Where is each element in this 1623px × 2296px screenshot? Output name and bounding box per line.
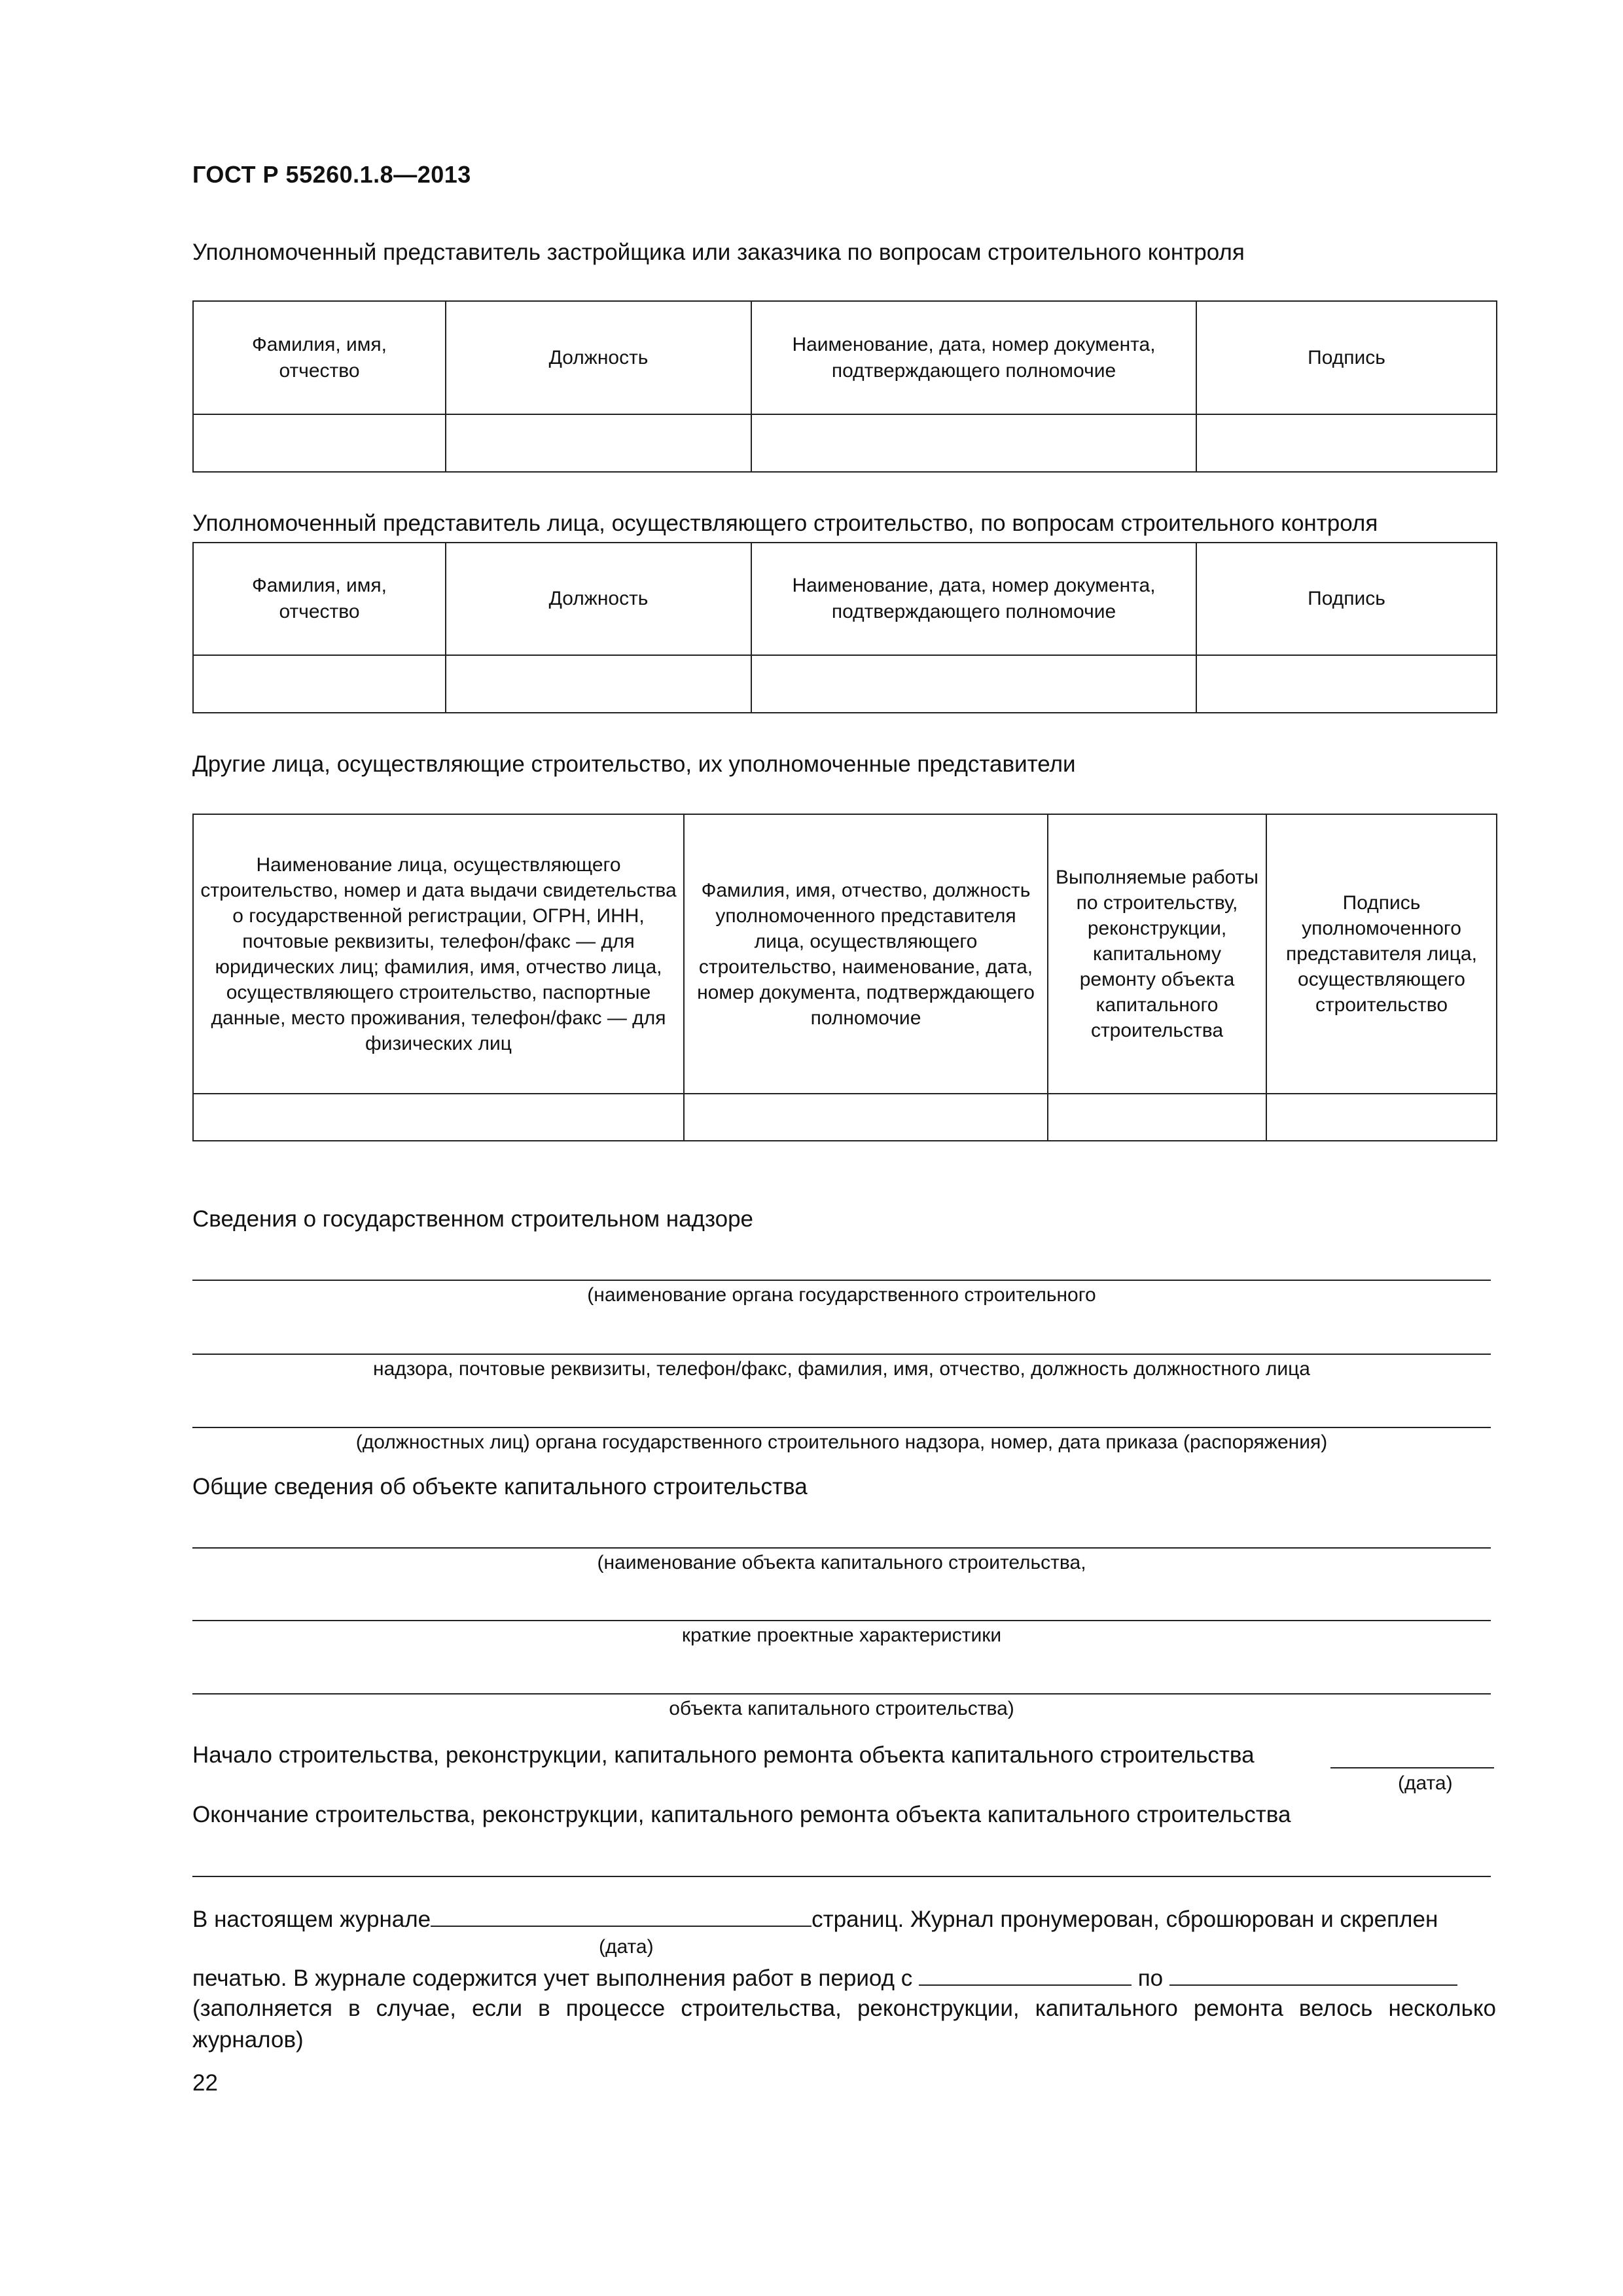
pages-count-field[interactable] [431,1905,812,1927]
header-cell-fio: Фамилия, имя, отчество [193,301,446,414]
end-date-field[interactable] [192,1876,1491,1877]
header-cell-signature: Подпись [1196,301,1497,414]
header-cell-position: Должность [446,543,751,655]
input-cell-rep-info[interactable] [684,1094,1048,1141]
page-number: 22 [192,2070,218,2096]
section-title-other-builders: Другие лица, осуществляющие строительство, их уполномоченные представители [192,751,1076,777]
journal-text-3: печатью. В журнале содержится учет выполнения работ в период с [192,1965,913,1991]
header-cell-signature: Подпись уполномоченного представителя лица, осуществляющего строительство [1266,814,1497,1094]
period-from-field[interactable] [919,1964,1132,1986]
header-cell-builder-info: Наименование лица, осуществляющего строительство, номер и дата выдачи свидетельства о государственной регистрации, ОГРН, ИНН, почтовые реквизиты, телефон/факс — для юридических лиц; фамилия, имя, отчество лица, осуществляющего строительство, паспортные данные, место проживания, телефон/факс — для физических лиц [193,814,684,1094]
journal-line-1 [192,1905,1438,1933]
header-cell-fio: Фамилия, имя, отчество [193,543,446,655]
input-cell-signature[interactable] [1196,655,1497,713]
start-date-caption: (дата) [1398,1772,1453,1794]
input-cell-document[interactable] [751,655,1196,713]
start-date-field[interactable] [1330,1767,1494,1768]
input-cell-signature[interactable] [1266,1094,1497,1141]
header-cell-signature: Подпись [1196,543,1497,655]
header-cell-document: Наименование, дата, номер документа, подтверждающего полномочие [751,301,1196,414]
supervision-caption-1: (наименование органа государственного строительного [587,1284,1096,1306]
journal-text-2: страниц. Журнал пронумерован, сброшюрован и скреплен [812,1907,1438,1932]
input-cell-works[interactable] [1048,1094,1266,1141]
object-caption-1: (наименование объекта капитального строительства, [597,1552,1086,1573]
journal-note: (заполняется в случае, если в процессе строительства, реконструкции, капитального ремонта велось несколько журналов) [192,1996,1496,2053]
input-cell-signature[interactable] [1196,414,1497,472]
section-title-builder-rep: Уполномоченный представитель лица, осуществляющего строительство, по вопросам строительного контроля [192,511,1378,536]
input-cell-builder-info[interactable] [193,1094,684,1141]
supervision-fill-line-3[interactable] [192,1427,1491,1428]
supervision-caption-3: (должностных лиц) органа государственного строительного надзора, номер, дата приказа (распоряжения) [355,1431,1328,1453]
section-title-object: Общие сведения об объекте капитального строительства [192,1474,808,1499]
journal-text-4: по [1137,1965,1164,1991]
object-caption-3: объекта капитального строительства) [669,1698,1014,1719]
header-cell-works: Выполняемые работы по строительству, реконструкции, капитальному ремонту объекта капитального строительства [1048,814,1266,1094]
document-header: ГОСТ Р 55260.1.8—2013 [192,161,471,188]
period-to-field[interactable] [1169,1964,1457,1986]
header-cell-document: Наименование, дата, номер документа, подтверждающего полномочие [751,543,1196,655]
journal-line-2 [192,1964,1457,1992]
object-caption-2: краткие проектные характеристики [681,1624,1002,1646]
journal-text-1: В настоящем журнале [192,1907,431,1932]
end-date-label: Окончание строительства, реконструкции, капитального ремонта объекта капитального строительства [192,1802,1291,1827]
start-date-label: Начало строительства, реконструкции, капитального ремонта объекта капитального строительства [192,1742,1255,1768]
section-title-supervision: Сведения о государственном строительном надзоре [192,1206,754,1232]
supervision-fill-line-1[interactable] [192,1280,1491,1281]
other-builders-table [192,814,1497,1141]
supervision-caption-2: надзора, почтовые реквизиты, телефон/факс, фамилия, имя, отчество, должность должностного лица [373,1358,1310,1380]
header-cell-rep-info: Фамилия, имя, отчество, должность уполномоченного представителя лица, осуществляющего строительство, наименование, дата, номер документа, подтверждающего полномочие [684,814,1048,1094]
object-fill-line-2[interactable] [192,1620,1491,1621]
object-fill-line-1[interactable] [192,1547,1491,1549]
header-cell-position: Должность [446,301,751,414]
section-title-developer-rep: Уполномоченный представитель застройщика или заказчика по вопросам строительного контроля [192,240,1245,265]
input-cell-fio[interactable] [193,655,446,713]
supervision-fill-line-2[interactable] [192,1354,1491,1355]
object-fill-line-3[interactable] [192,1693,1491,1695]
developer-rep-table [192,300,1497,473]
input-cell-position[interactable] [446,655,751,713]
input-cell-document[interactable] [751,414,1196,472]
builder-rep-table [192,542,1497,713]
journal-date-caption: (дата) [599,1936,654,1958]
input-cell-position[interactable] [446,414,751,472]
input-cell-fio[interactable] [193,414,446,472]
